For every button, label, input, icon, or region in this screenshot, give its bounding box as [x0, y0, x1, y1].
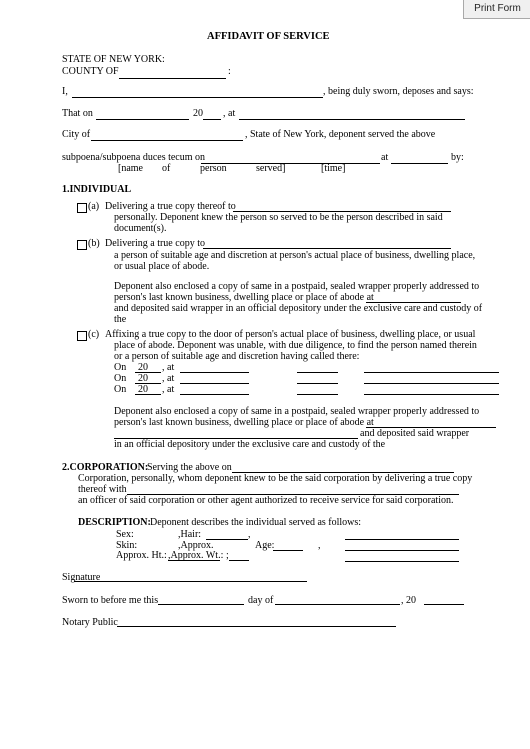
approx-label: ,Approx. [178, 540, 214, 551]
on-row-3-field-2[interactable] [297, 394, 338, 395]
county-field[interactable] [119, 78, 226, 79]
option-a-line3: document(s). [114, 223, 167, 234]
comma-2: , [318, 540, 321, 551]
weight-label: ,Approx. Wt.: [168, 550, 224, 561]
corporation-line2: Corporation, personally, whom deponent knew to be the said corporation by delivering a true copy [78, 473, 473, 484]
caption-of: of [162, 163, 171, 174]
on-row-1-yr: 20 [138, 362, 148, 373]
description-text: Deponent describes the individual served as follows: [150, 517, 362, 528]
on-row-1-on: On [114, 362, 127, 373]
on-row-3-field-3[interactable] [364, 394, 499, 395]
on-row-3-year-field[interactable] [135, 394, 161, 395]
option-b-text: Delivering a true copy to [105, 238, 205, 249]
option-c-line2: place of abode. Deponent was unable, with due diligence, to find the person named therein [114, 340, 477, 351]
option-c-para1: Deponent also enclosed a copy of same in a postpaid, sealed wrapper properly addressed to [114, 406, 480, 417]
height-field[interactable] [168, 560, 220, 561]
on-row-3-at: , at [162, 384, 175, 395]
on-row-2-on: On [114, 373, 127, 384]
skin-extra-field[interactable] [345, 550, 459, 551]
corporation-line3: thereof with [78, 484, 127, 495]
option-b-para3: and deposited said wrapper in an official depository under the exclusive care and custody of [114, 303, 483, 314]
that-on-label: That on [62, 108, 93, 119]
city-label: City of [62, 129, 91, 140]
option-c-para3: and deposited said wrapper [360, 428, 470, 439]
signature-field[interactable] [74, 581, 307, 582]
on-row-2-field-3[interactable] [364, 383, 499, 384]
height-extra-field[interactable] [345, 561, 459, 562]
on-row-2-at: , at [162, 373, 175, 384]
comma-3: ; [226, 550, 229, 561]
on-row-3-yr: 20 [138, 384, 148, 395]
page-title: AFFIDAVIT OF SERVICE [207, 31, 330, 42]
option-a-checkbox[interactable] [77, 203, 87, 213]
corporation-serving: Serving the above on [147, 462, 232, 473]
option-b-para1: Deponent also enclosed a copy of same in a postpaid, sealed wrapper properly addressed to [114, 281, 480, 292]
option-c-para2: person's last known business, dwelling place or place of abode at [114, 417, 374, 428]
option-b-label: (b) [88, 238, 100, 249]
served-time-field[interactable] [391, 163, 448, 164]
affiant-label: I, [62, 86, 68, 97]
on-row-1-time-field[interactable] [180, 372, 249, 373]
caption-served: served] [256, 163, 286, 174]
sex-label: Sex: [116, 529, 134, 540]
on-row-2-field-2[interactable] [297, 383, 338, 384]
print-form-button[interactable]: Print Form [463, 0, 530, 19]
year-prefix: 20 [193, 108, 203, 119]
height-label: Approx. Ht.: [116, 550, 167, 561]
city-field[interactable] [91, 140, 243, 141]
comma-1: , [248, 529, 251, 540]
signature-label: Signature [62, 572, 101, 583]
sworn-year-label: , 20 [401, 595, 416, 606]
age-label: Age: [255, 540, 275, 551]
person-served-field[interactable] [201, 163, 380, 164]
sworn-month-field[interactable] [275, 604, 400, 605]
caption-name: [name [118, 163, 143, 174]
on-row-1-field-2[interactable] [297, 372, 338, 373]
description-label: DESCRIPTION: [78, 517, 151, 528]
corporation-line4: an officer of said corporation or other agent authorized to receive service for said corporation. [78, 495, 454, 506]
option-c-checkbox[interactable] [77, 331, 87, 341]
option-a-label: (a) [88, 201, 100, 212]
caption-time: [time] [321, 163, 346, 174]
option-b-line3: or usual place of abode. [114, 261, 210, 272]
service-time-field[interactable] [239, 119, 465, 120]
deposes-text: , being duly sworn, deposes and says: [323, 86, 474, 97]
option-b-para2: person's last known business, dwelling place or place of abode at [114, 292, 374, 303]
affiant-name-field[interactable] [72, 97, 323, 98]
county-colon: : [228, 66, 231, 77]
individual-heading: 1.INDIVIDUAL [62, 184, 132, 195]
option-b-para4: the [114, 314, 127, 325]
caption-person: person [200, 163, 227, 174]
option-a-line2: personally. Deponent knew the person so served to be the person described in said [114, 212, 443, 223]
on-row-1-field-3[interactable] [364, 372, 499, 373]
on-row-3-time-field[interactable] [180, 394, 249, 395]
by-label: by: [451, 152, 464, 163]
on-row-3-on: On [114, 384, 127, 395]
on-row-2-yr: 20 [138, 373, 148, 384]
served-above-text: , State of New York, deponent served the above [245, 129, 436, 140]
on-row-1-at: , at [162, 362, 175, 373]
weight-field[interactable] [229, 560, 249, 561]
skin-label: Skin: [116, 540, 138, 551]
state-label: STATE OF NEW YORK: [62, 54, 165, 65]
option-c-text: Affixing a true copy to the door of person's actual place of business, dwelling place, or usual [105, 329, 476, 340]
age-field[interactable] [273, 550, 303, 551]
on-row-2-time-field[interactable] [180, 383, 249, 384]
option-c-line3: or a person of suitable age and discretion having called there: [114, 351, 360, 362]
sworn-label: Sworn to before me this [62, 595, 159, 606]
option-b-field[interactable] [203, 248, 451, 249]
subpoena-label: subpoena/subpoena duces tecum on [62, 152, 206, 163]
at2-label: at [381, 152, 389, 163]
at-label: , at [223, 108, 236, 119]
sworn-year-field[interactable] [424, 604, 464, 605]
sex-extra-field[interactable] [345, 539, 459, 540]
service-year-field[interactable] [203, 119, 221, 120]
sworn-day-field[interactable] [158, 604, 244, 605]
hair-label: ,Hair: [178, 529, 202, 540]
notary-field[interactable] [117, 626, 396, 627]
notary-label: Notary Public [62, 617, 118, 628]
day-of-label: day of [248, 595, 274, 606]
option-a-text: Delivering a true copy thereof to [105, 201, 236, 212]
county-label: COUNTY OF [62, 66, 119, 77]
option-b-checkbox[interactable] [77, 240, 87, 250]
option-b-line2: a person of suitable age and discretion at person's actual place of business, dwelling place, [114, 250, 476, 261]
option-c-para4: in an official depository under the exclusive care and custody of the [114, 439, 386, 450]
corporation-heading: 2.CORPORATION: [62, 462, 149, 473]
service-date-field[interactable] [96, 119, 189, 120]
option-c-label: (c) [88, 329, 100, 340]
